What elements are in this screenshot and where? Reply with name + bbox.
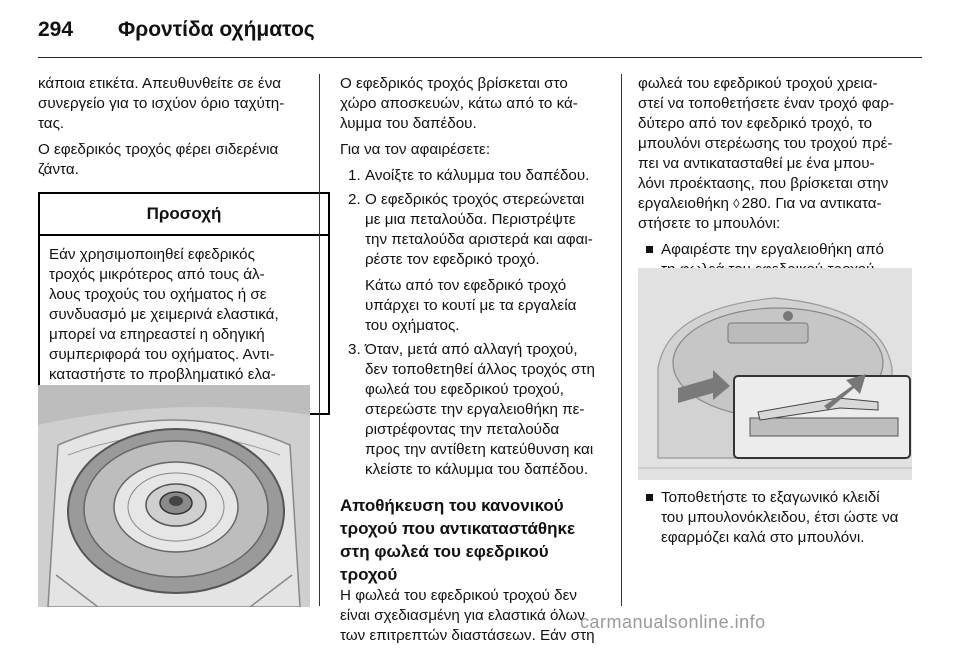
list-item: 1. Ανοίξτε το κάλυμμα του δαπέδου. bbox=[348, 167, 590, 184]
page-reference-icon: ◊ bbox=[733, 196, 740, 211]
warning-box bbox=[38, 192, 330, 415]
page-number: 294 bbox=[38, 18, 74, 41]
column-3 bbox=[638, 74, 910, 280]
column-divider bbox=[319, 74, 320, 606]
list-item: Τοποθετήστε το εξαγωνικό κλειδί του μπουλονόκλειδου, έτσι ώστε να εφαρμόζει καλά στο μπουλόνι. bbox=[638, 488, 910, 548]
warning-text: Εάν χρησιμοποιηθεί εφεδρικός τροχός μικρότερος από τους άλ- λους τροχούς του οχήματος ή σε συνδυασμό με χειμερινά ελαστικά, μπορεί να επηρεαστεί η οδηγική συμπεριφορά του οχήματος. Αντι- καταστήστε το προβληματικό ελα- bbox=[49, 246, 279, 383]
steps-list bbox=[340, 166, 608, 480]
list-item: 3. Όταν, μετά από αλλαγή τροχού, δεν τοποθετηθεί άλλος τροχός στη φωλεά του εφεδρικού τροχού, στερεώστε την εργαλειοθήκη πε- ριστρέφοντας την πεταλούδα προς την αντίθετη κατεύθυνση και κλείστε το κάλυμμα του δαπέδου. bbox=[348, 341, 596, 478]
bullet-square-icon bbox=[646, 494, 653, 501]
column-3-bottom bbox=[638, 488, 910, 548]
watermark: carmanualsonline.info bbox=[580, 612, 766, 632]
bullet-list bbox=[638, 488, 910, 548]
list-item: Αφαιρέστε την εργαλειοθήκη από bbox=[638, 240, 910, 280]
paragraph: Ο εφεδρικός τροχός φέρει σιδερένια ζάντα. bbox=[38, 141, 279, 178]
section-heading: Αποθήκευση του κανονικού τροχού που αντικαταστάθηκε στη φωλεά του εφεδρικού τροχού bbox=[340, 496, 576, 584]
bullet-square-icon bbox=[646, 246, 653, 253]
paragraph: Ο εφεδρικός τροχός βρίσκεται στο χώρο αποσκευών, κάτω από το κά- λυμμα του δαπέδου. bbox=[340, 75, 578, 132]
paragraph: φωλεά του εφεδρικού τροχού χρεια- στεί να τοποθετήσετε έναν τροχό φαρ- δύτερο από τον εφεδρικό τροχό, το μπουλόνι στερέωσης του τροχού πρέ- πει να αντικατασταθεί με ένα μπου- λόνι προέκτασης, που βρίσκεται στην εργαλειοθήκη ◊ 280. Για να αντικατα- στήσετε το μπουλόνι: bbox=[638, 75, 895, 232]
header-divider bbox=[38, 57, 922, 58]
toolbox-removal-illustration bbox=[638, 268, 912, 480]
column-2 bbox=[340, 74, 608, 652]
list-item: 2. Ο εφεδρικός τροχός στερεώνεται με μια πεταλούδα. Περιστρέψτε την πεταλούδα αριστερά και αφαι- ρέστε τον εφεδρικό τροχό. Κάτω από τον εφεδρικό τροχό υπάρχει το κουτί με τα εργαλεία του οχήματος. bbox=[340, 190, 608, 336]
page-title: Φροντίδα οχήματος bbox=[118, 18, 315, 41]
spare-wheel-illustration bbox=[38, 385, 310, 607]
step-note: Κάτω από τον εφεδρικό τροχό υπάρχει το κουτί με τα εργαλεία του οχήματος. bbox=[365, 277, 577, 334]
page-header bbox=[0, 0, 960, 62]
warning-title: Προσοχή bbox=[40, 194, 328, 236]
column-1 bbox=[38, 74, 308, 415]
column-divider bbox=[621, 74, 622, 606]
paragraph: κάποια ετικέτα. Απευθυνθείτε σε ένα συνεργείο για το ισχύον όριο ταχύτη- τας. bbox=[38, 75, 285, 132]
paragraph: Για να τον αφαιρέσετε: bbox=[340, 141, 491, 158]
paragraph: Η φωλεά του εφεδρικού τροχού δεν είναι σχεδιασμένη για ελαστικά όλων των επιτρεπτών διαστάσεων. Εάν στη bbox=[340, 587, 595, 644]
